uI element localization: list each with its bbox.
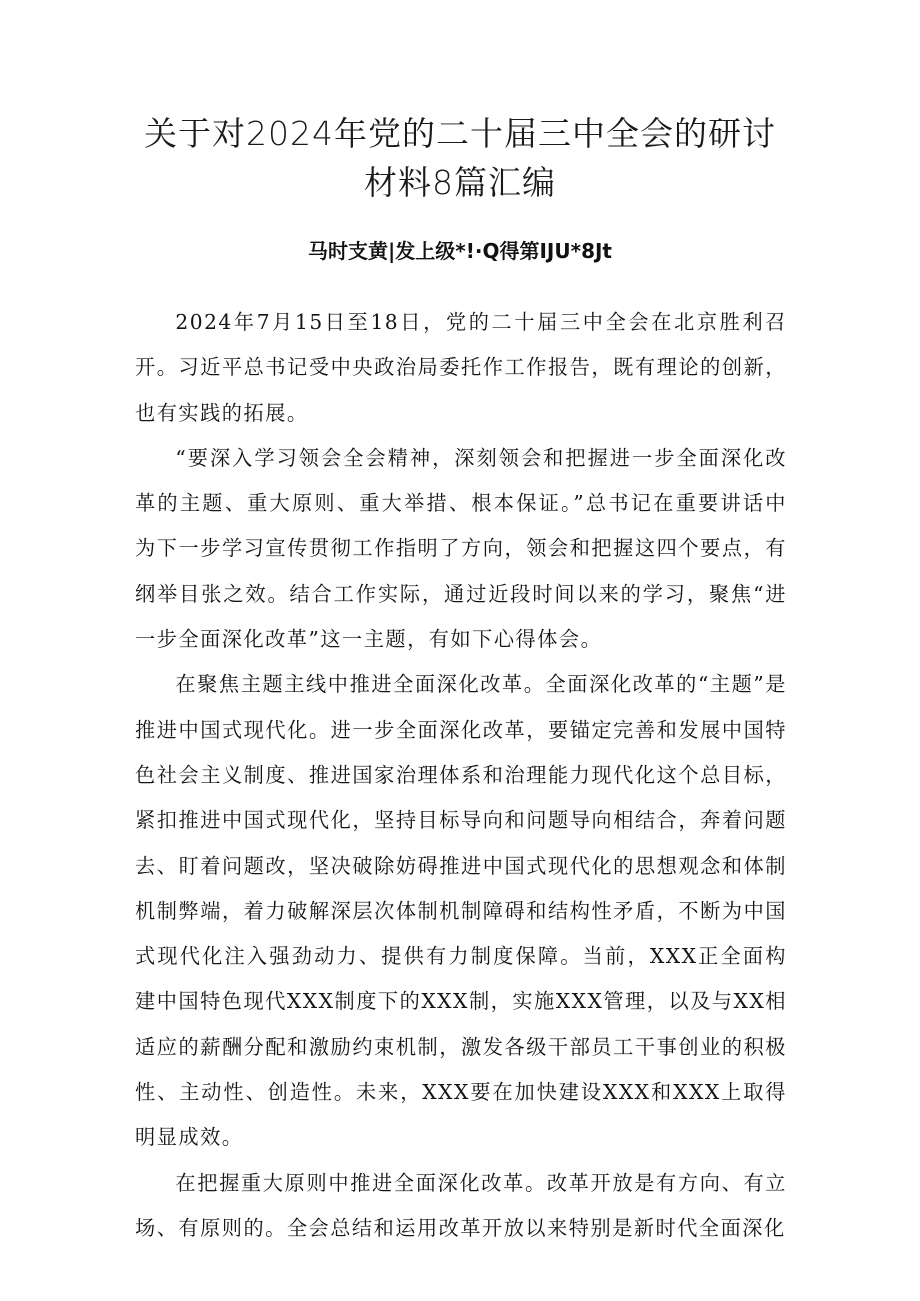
body-paragraph: 在把握重大原则中推进全面深化改革。改革开放是有方向、有立场、有原则的。全会总结和运用改革开放以来特别是新时代全面深化 <box>135 1170 787 1240</box>
document-body <box>135 300 787 1251</box>
section-subtitle: 马时支黄|发上级*!·Q得第IJU*8Jt <box>308 239 612 263</box>
body-paragraph: 在聚焦主题主线中推进全面深化改革。全面深化改革的“主题”是推进中国式现代化。进一步全面深化改革，要锚定完善和发展中国特色社会主义制度、推进国家治理体系和治理能力现代化这个总目标，紧扣推进中国式现代化，坚持目标导向和问题导向相结合，奔着问题去、盯着问题改，坚决破除妨碍推进中国式现代化的思想观念和体制机制弊端，着力破解深层次体制机制障碍和结构性矛盾，不断为中国式现代化注入强劲动力、提供有力制度保障。当前，XXX正全面构建中国特色现代XXX制度下的XXX制，实施XXX管理，以及与XX相适应的薪酬分配和激励约束机制，激发各级干部员工干事创业的积极性、主动性、创造性。未来，XXX要在加快建设XXX和XXX上取得明显成效。 <box>135 672 787 1150</box>
document-title-line-1: 关于对2024年党的二十届三中全会的研讨 <box>144 114 776 153</box>
body-paragraph: “要深入学习领会全会精神，深刻领会和把握进一步全面深化改革的主题、重大原则、重大举措、根本保证。”总书记在重要讲话中为下一步学习宣传贯彻工作指明了方向，领会和把握这四个要点，有纲举目张之效。结合工作实际，通过近段时间以来的学习，聚焦“进一步全面深化改革”这一主题，有如下心得体会。 <box>135 445 787 652</box>
body-paragraph: 2024年7月15日至18日，党的二十届三中全会在北京胜利召开。习近平总书记受中央政治局委托作工作报告，既有理论的创新，也有实践的拓展。 <box>135 310 787 425</box>
document-title-line-2: 材料8篇汇编 <box>364 163 556 202</box>
